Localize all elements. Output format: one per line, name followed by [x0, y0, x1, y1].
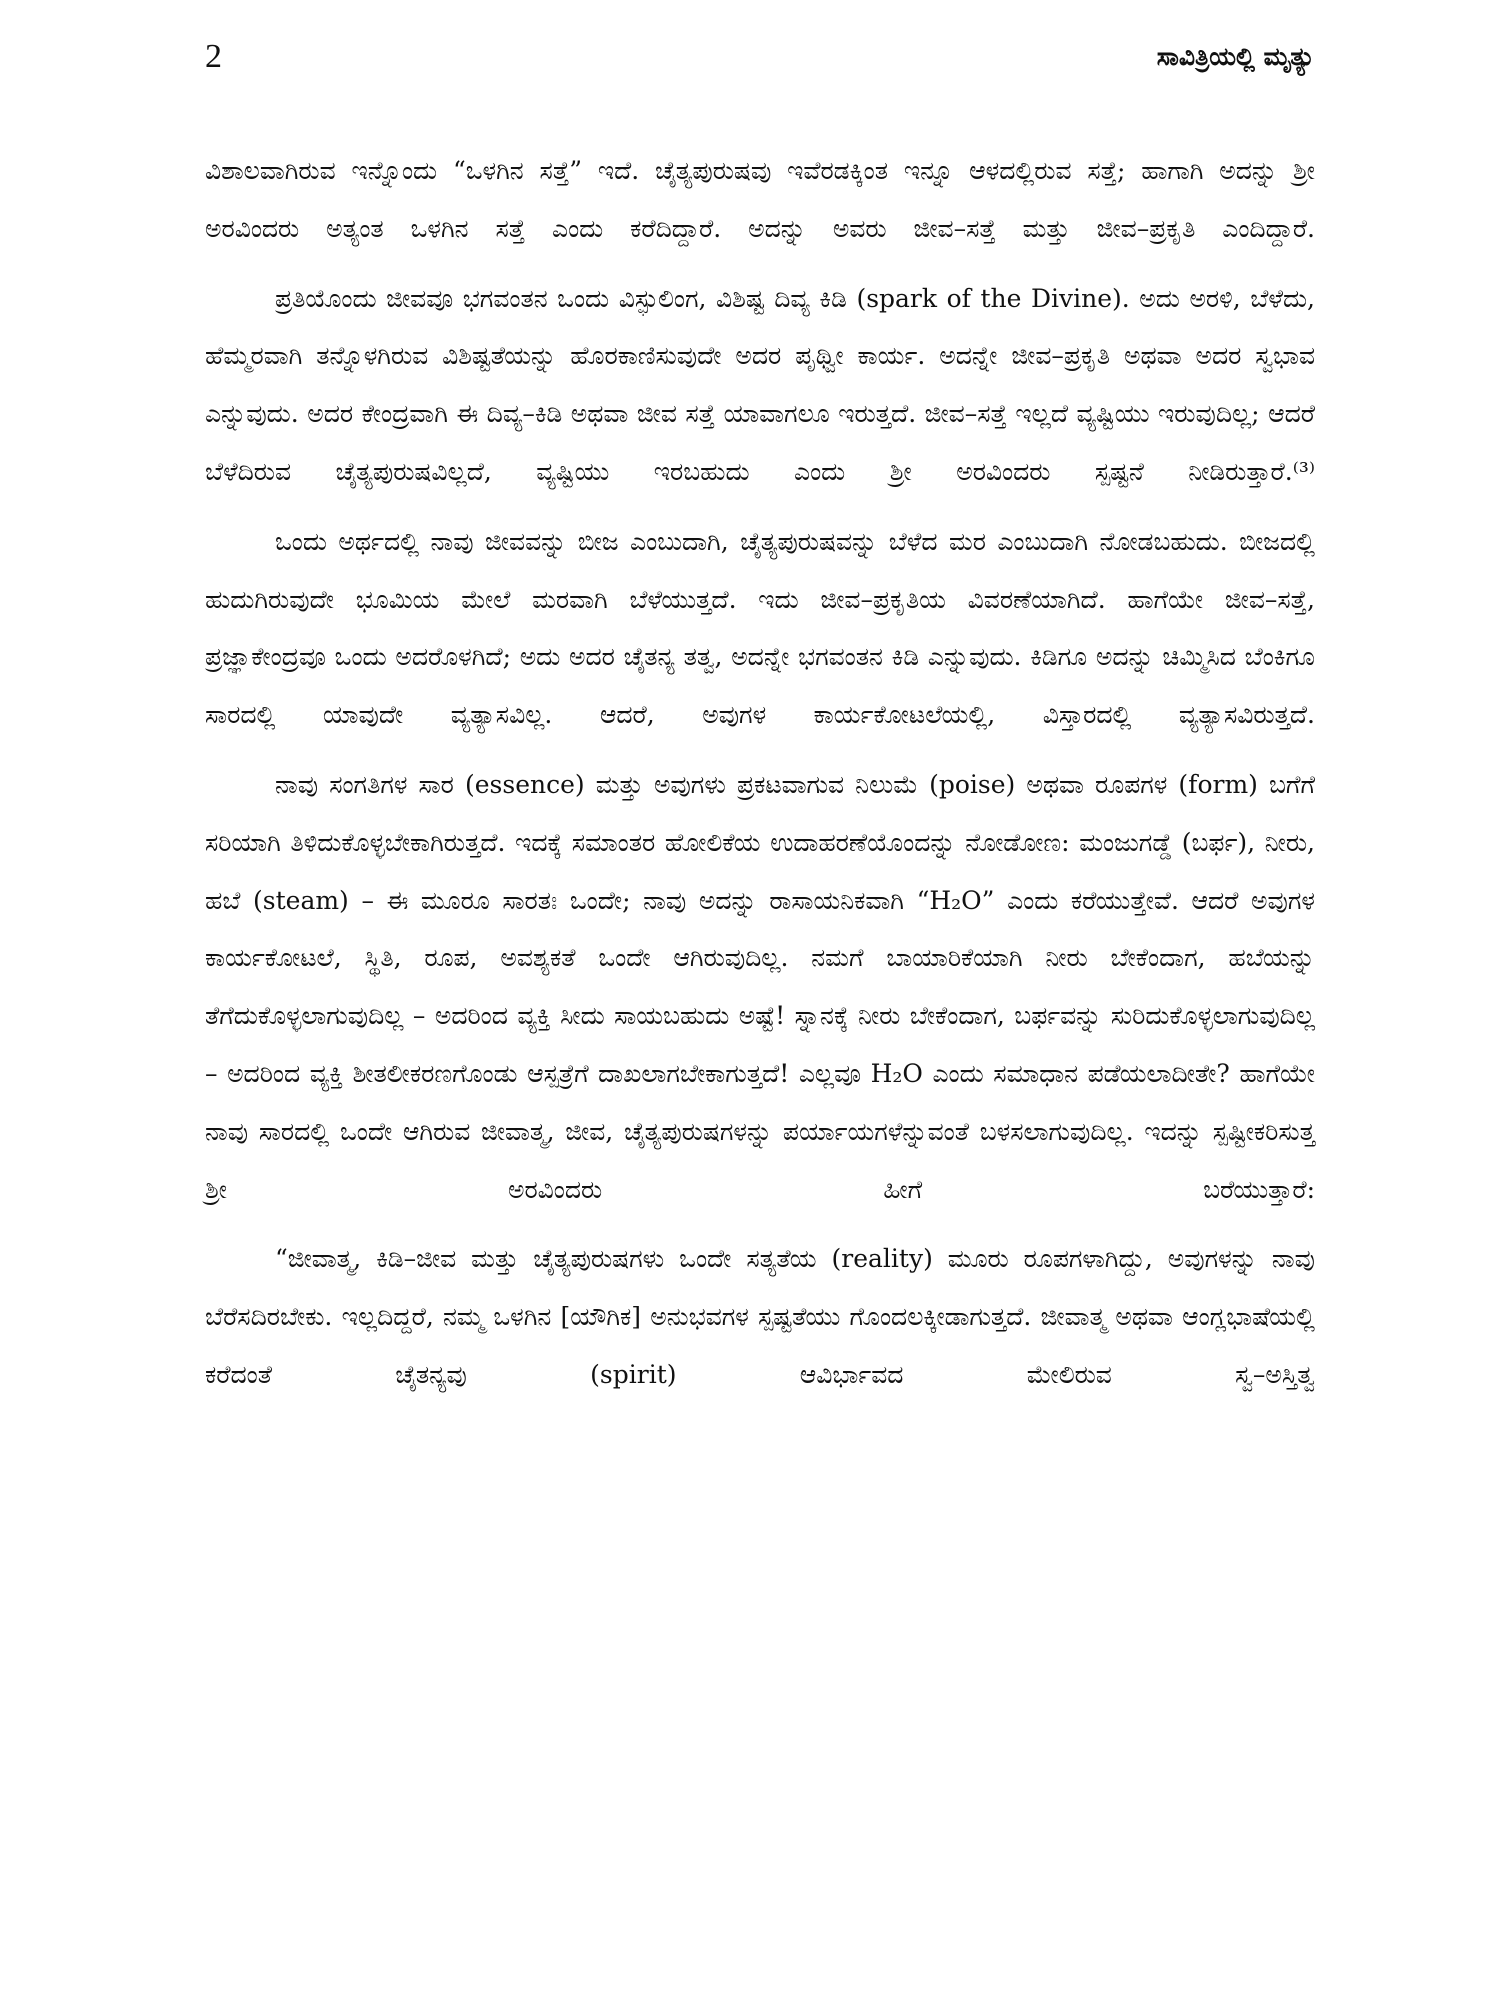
paragraph-4: ನಾವು ಸಂಗತಿಗಳ ಸಾರ (essence) ಮತ್ತು ಅವುಗಳು ಪ್ರಕಟವಾಗುವ ನಿಲುಮೆ (poise) ಅಥವಾ ರೂಪಗಳ (form) ಬಗೆಗೆ ಸರಿಯಾಗಿ ತಿಳಿದುಕೊಳ್ಳಬೇಕಾಗಿರುತ್ತದೆ. ಇದಕ್ಕೆ ಸಮಾಂತರ ಹೋಲಿಕೆಯ ಉದಾಹರಣೆಯೊಂದನ್ನು ನೋಡೋಣ: ಮಂಜುಗಡ್ಡೆ (ಬರ್ಫ), ನೀರು, ಹಬೆ (steam) – ಈ ಮೂರೂ ಸಾರತಃ ಒಂದೇ; ನಾವು ಅದನ್ನು ರಾಸಾಯನಿಕವಾಗಿ “H₂O” ಎಂದು ಕರೆಯುತ್ತೇವೆ. ಆದರೆ ಅವುಗಳ ಕಾರ್ಯಕೋಟಲೆ, ಸ್ಥಿತಿ, ರೂಪ, ಅವಶ್ಯಕತೆ ಒಂದೇ ಆಗಿರುವುದಿಲ್ಲ. ನಮಗೆ ಬಾಯಾರಿಕೆಯಾಗಿ ನೀರು ಬೇಕೆಂದಾಗ, ಹಬೆಯನ್ನು ತೆಗೆದುಕೊಳ್ಳಲಾಗುವುದಿಲ್ಲ – ಅದರಿಂದ ವ್ಯಕ್ತಿ ಸೀದು ಸಾಯಬಹುದು ಅಷ್ಟೆ! ಸ್ನಾನಕ್ಕೆ ನೀರು ಬೇಕೆಂದಾಗ, ಬರ್ಫವನ್ನು ಸುರಿದುಕೊಳ್ಳಲಾಗುವುದಿಲ್ಲ – ಅದರಿಂದ ವ್ಯಕ್ತಿ ಶೀತಲೀಕರಣಗೊಂಡು ಆಸ್ಪತ್ರೆಗೆ ದಾಖಲಾಗಬೇಕಾಗುತ್ತದೆ! ಎಲ್ಲವೂ H₂O ಎಂದು ಸಮಾಧಾನ ಪಡೆಯಲಾದೀತೇ? ಹಾಗೆಯೇ ನಾವು ಸಾರದಲ್ಲಿ ಒಂದೇ ಆಗಿರುವ ಜೀವಾತ್ಮ, ಜೀವ, ಚೈತ್ಯಪುರುಷಗಳನ್ನು ಪರ್ಯಾಯಗಳೆನ್ನುವಂತೆ ಬಳಸಲಾಗುವುದಿಲ್ಲ. ಇದನ್ನು ಸ್ಪಷ್ಟೀಕರಿಸುತ್ತ ಶ್ರೀ ಅರವಿಂದರು ಹೀಗೆ ಬರೆಯುತ್ತಾರೆ: [205, 769, 1315, 1204]
page-header [205, 38, 1315, 88]
paragraph-2: ಪ್ರತಿಯೊಂದು ಜೀವವೂ ಭಗವಂತನ ಒಂದು ವಿಸ್ಫುಲಿಂಗ, ವಿಶಿಷ್ಟ ದಿವ್ಯ ಕಿಡಿ (spark of the Divine). ಅದು ಅರಳಿ, ಬೆಳೆದು, ಹೆಮ್ಮರವಾಗಿ ತನ್ನೊಳಗಿರುವ ವಿಶಿಷ್ಟತೆಯನ್ನು ಹೊರಕಾಣಿಸುವುದೇ ಅದರ ಪೃಥ್ವೀ ಕಾರ್ಯ. ಅದನ್ನೇ ಜೀವ–ಪ್ರಕೃತಿ ಅಥವಾ ಅದರ ಸ್ವಭಾವ ಎನ್ನುವುದು. ಅದರ ಕೇಂದ್ರವಾಗಿ ಈ ದಿವ್ಯ–ಕಿಡಿ ಅಥವಾ ಜೀವ ಸತ್ತೆ ಯಾವಾಗಲೂ ಇರುತ್ತದೆ. ಜೀವ–ಸತ್ತೆ ಇಲ್ಲದೆ ವ್ಯಷ್ಟಿಯು ಇರುವುದಿಲ್ಲ; ಆದರೆ ಬೆಳೆದಿರುವ ಚೈತ್ಯಪುರುಷವಿಲ್ಲದೆ, ವ್ಯಷ್ಟಿಯು ಇರಬಹುದು ಎಂದು ಶ್ರೀ ಅರವಿಂದರು ಸ್ಪಷ್ಟನೆ ನೀಡಿರುತ್ತಾರೆ.⁽³⁾ [205, 283, 1315, 486]
paragraph-3: ಒಂದು ಅರ್ಥದಲ್ಲಿ ನಾವು ಜೀವವನ್ನು ಬೀಜ ಎಂಬುದಾಗಿ, ಚೈತ್ಯಪುರುಷವನ್ನು ಬೆಳೆದ ಮರ ಎಂಬುದಾಗಿ ನೋಡಬಹುದು. ಬೀಜದಲ್ಲಿ ಹುದುಗಿರುವುದೇ ಭೂಮಿಯ ಮೇಲೆ ಮರವಾಗಿ ಬೆಳೆಯುತ್ತದೆ. ಇದು ಜೀವ–ಪ್ರಕೃತಿಯ ವಿವರಣೆಯಾಗಿದೆ. ಹಾಗೆಯೇ ಜೀವ–ಸತ್ತೆ, ಪ್ರಜ್ಞಾಕೇಂದ್ರವೂ ಒಂದು ಅದರೊಳಗಿದೆ; ಅದು ಅದರ ಚೈತನ್ಯ ತತ್ವ, ಅದನ್ನೇ ಭಗವಂತನ ಕಿಡಿ ಎನ್ನುವುದು. ಕಿಡಿಗೂ ಅದನ್ನು ಚಿಮ್ಮಿಸಿದ ಬೆಂಕಿಗೂ ಸಾರದಲ್ಲಿ ಯಾವುದೇ ವ್ಯತ್ಯಾಸವಿಲ್ಲ. ಆದರೆ, ಅವುಗಳ ಕಾರ್ಯಕೋಟಲೆಯಲ್ಲಿ, ವಿಸ್ತಾರದಲ್ಲಿ ವ್ಯತ್ಯಾಸವಿರುತ್ತದೆ. [205, 526, 1315, 730]
paragraph-1: ವಿಶಾಲವಾಗಿರುವ ಇನ್ನೊಂದು “ಒಳಗಿನ ಸತ್ತೆ” ಇದೆ. ಚೈತ್ಯಪುರುಷವು ಇವೆರಡಕ್ಕಿಂತ ಇನ್ನೂ ಆಳದಲ್ಲಿರುವ ಸತ್ತೆ; ಹಾಗಾಗಿ ಅದನ್ನು ಶ್ರೀ ಅರವಿಂದರು ಅತ್ಯಂತ ಒಳಗಿನ ಸತ್ತೆ ಎಂದು ಕರೆದಿದ್ದಾರೆ. ಅದನ್ನು ಅವರು ಜೀವ–ಸತ್ತೆ ಮತ್ತು ಜೀವ–ಪ್ರಕೃತಿ ಎಂದಿದ್ದಾರೆ. [205, 156, 1315, 243]
paragraph-5-quote: “ಜೀವಾತ್ಮ, ಕಿಡಿ–ಜೀವ ಮತ್ತು ಚೈತ್ಯಪುರುಷಗಳು ಒಂದೇ ಸತ್ಯತೆಯ (reality) ಮೂರು ರೂಪಗಳಾಗಿದ್ದು, ಅವುಗಳನ್ನು ನಾವು ಬೆರೆಸದಿರಬೇಕು. ಇಲ್ಲದಿದ್ದರೆ, ನಮ್ಮ ಒಳಗಿನ [ಯೌಗಿಕ] ಅನುಭವಗಳ ಸ್ಪಷ್ಟತೆಯು ಗೊಂದಲಕ್ಕೀಡಾಗುತ್ತದೆ. ಜೀವಾತ್ಮ ಅಥವಾ ಆಂಗ್ಲಭಾಷೆಯಲ್ಲಿ ಕರೆದಂತೆ ಚೈತನ್ಯವು (spirit) ಆವಿರ್ಭಾವದ ಮೇಲಿರುವ ಸ್ವ–ಅಸ್ತಿತ್ವ [205, 1244, 1315, 1389]
page-number: 2 [205, 38, 222, 75]
running-title: ಸಾವಿತ್ರಿಯಲ್ಲಿ ಮೃತ್ಯು [1156, 42, 1315, 71]
body-text [205, 142, 1315, 1416]
